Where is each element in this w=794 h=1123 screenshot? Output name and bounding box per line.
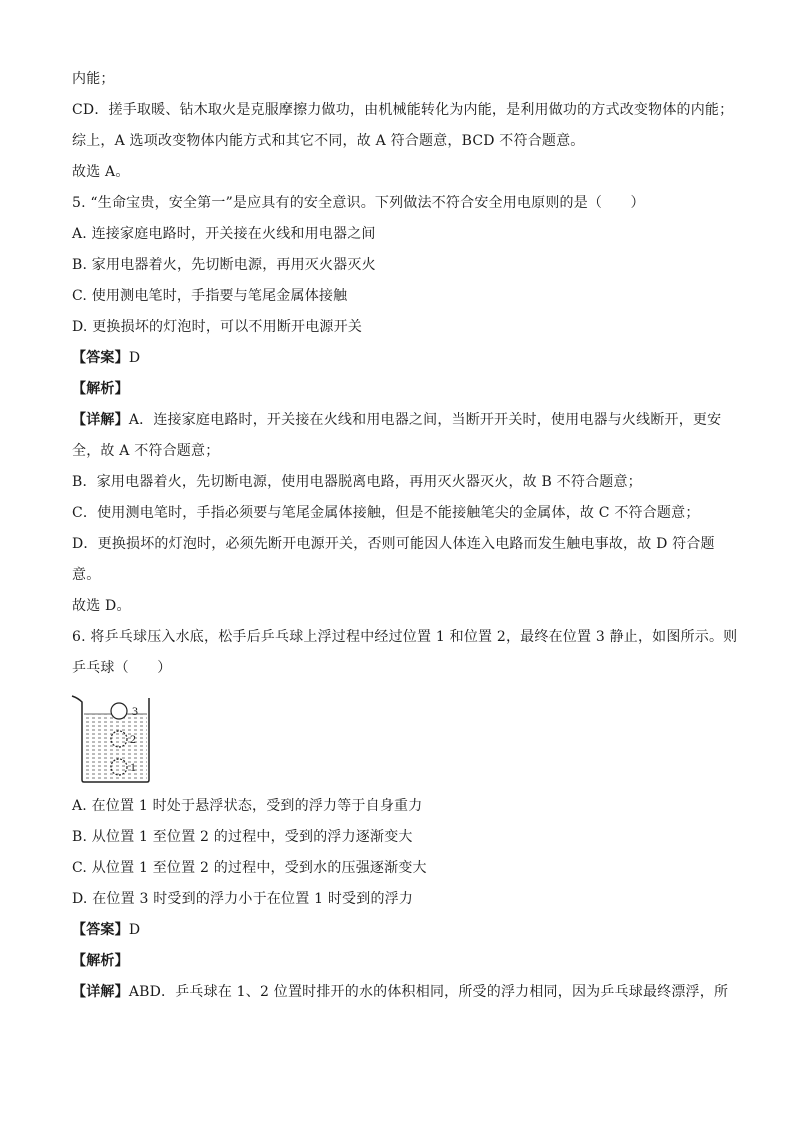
beaker-figure	[68, 692, 168, 786]
detail-tag: 【详解】	[72, 412, 129, 428]
analysis-6-heading	[72, 951, 129, 971]
detail-5-line: C．使用测电笔时，手指必须要与笔尾金属体接触，但是不能接触笔尖的金属体，故 C 不符合题意；	[72, 505, 700, 521]
selection-5: 故选 D。	[72, 598, 131, 614]
answer-value: D	[128, 922, 141, 938]
question-6-stem: 6. 将乒乓球压入水底，松手后乒乓球上浮过程中经过位置 1 和位置 2，最终在位置 3 静止，如图所示。则	[72, 629, 738, 645]
detail-tag: 【详解】	[72, 984, 129, 1000]
question-5-option-d: D. 更换损坏的灯泡时，可以不用断开电源开关	[72, 319, 363, 335]
analysis-tag: 【解析】	[72, 381, 129, 397]
detail-5-line: 意。	[72, 567, 101, 583]
water	[84, 714, 147, 780]
question-5-stem: 5. “生命宝贵，安全第一”是应具有的安全意识。下列做法不符合安全用电原则的是（ ）	[72, 195, 645, 211]
detail-5-line	[72, 410, 721, 430]
text-line: CD．搓手取暖、钻木取火是克服摩擦力做功，由机械能转化为内能，是利用做功的方式改变物体的内能；	[72, 102, 734, 118]
analysis-5-heading	[72, 379, 129, 399]
answer-value: D	[128, 350, 141, 366]
answer-tag: 【答案】	[72, 922, 129, 938]
question-6-option-c: C. 从位置 1 至位置 2 的过程中，受到水的压强逐渐变大	[72, 860, 427, 876]
detail-text: A．连接家庭电路时，开关接在火线和用电器之间，当断开开关时，使用电器与火线断开，更安	[128, 412, 722, 428]
analysis-tag: 【解析】	[72, 953, 129, 969]
question-6-option-d: D. 在位置 3 时受到的浮力小于在位置 1 时受到的浮力	[72, 891, 414, 907]
detail-6-line	[72, 982, 728, 1002]
label-2: 2	[130, 732, 136, 746]
question-6-option-b: B. 从位置 1 至位置 2 的过程中，受到的浮力逐渐变大	[72, 829, 413, 845]
answer-6	[72, 920, 140, 940]
detail-5-line: B．家用电器着火，先切断电源，使用电器脱离电路，再用灭火器灭火，故 B 不符合题意；	[72, 474, 642, 490]
text-line: 综上，A 选项改变物体内能方式和其它不同，故 A 符合题意，BCD 不符合题意。	[72, 133, 585, 149]
answer-5	[72, 348, 140, 368]
label-1: 1	[130, 760, 136, 774]
question-6-stem: 乒乓球（ ）	[72, 660, 172, 676]
ball-position-3	[111, 703, 127, 719]
detail-5-line: D．更换损坏的灯泡时，必须先断开电源开关，否则可能因人体连入电路而发生触电事故，故 D 符合题	[72, 536, 715, 552]
question-6-option-a: A. 在位置 1 时处于悬浮状态，受到的浮力等于自身重力	[72, 798, 423, 814]
detail-text: ABD．乒乓球在 1、2 位置时排开的水的体积相同，所受的浮力相同，因为乒乓球最终漂浮，所	[128, 984, 729, 1000]
answer-tag: 【答案】	[72, 350, 129, 366]
text-line: 内能；	[72, 71, 115, 87]
question-5-option-c: C. 使用测电笔时，手指要与笔尾金属体接触	[72, 288, 348, 304]
label-3: 3	[132, 704, 138, 718]
question-5-option-b: B. 家用电器着火，先切断电源，再用灭火器灭火	[72, 257, 376, 273]
detail-5-line: 全，故 A 不符合题意；	[72, 443, 220, 459]
text-line: 故选 A。	[72, 164, 130, 180]
question-5-option-a: A. 连接家庭电路时，开关接在火线和用电器之间	[72, 226, 376, 242]
